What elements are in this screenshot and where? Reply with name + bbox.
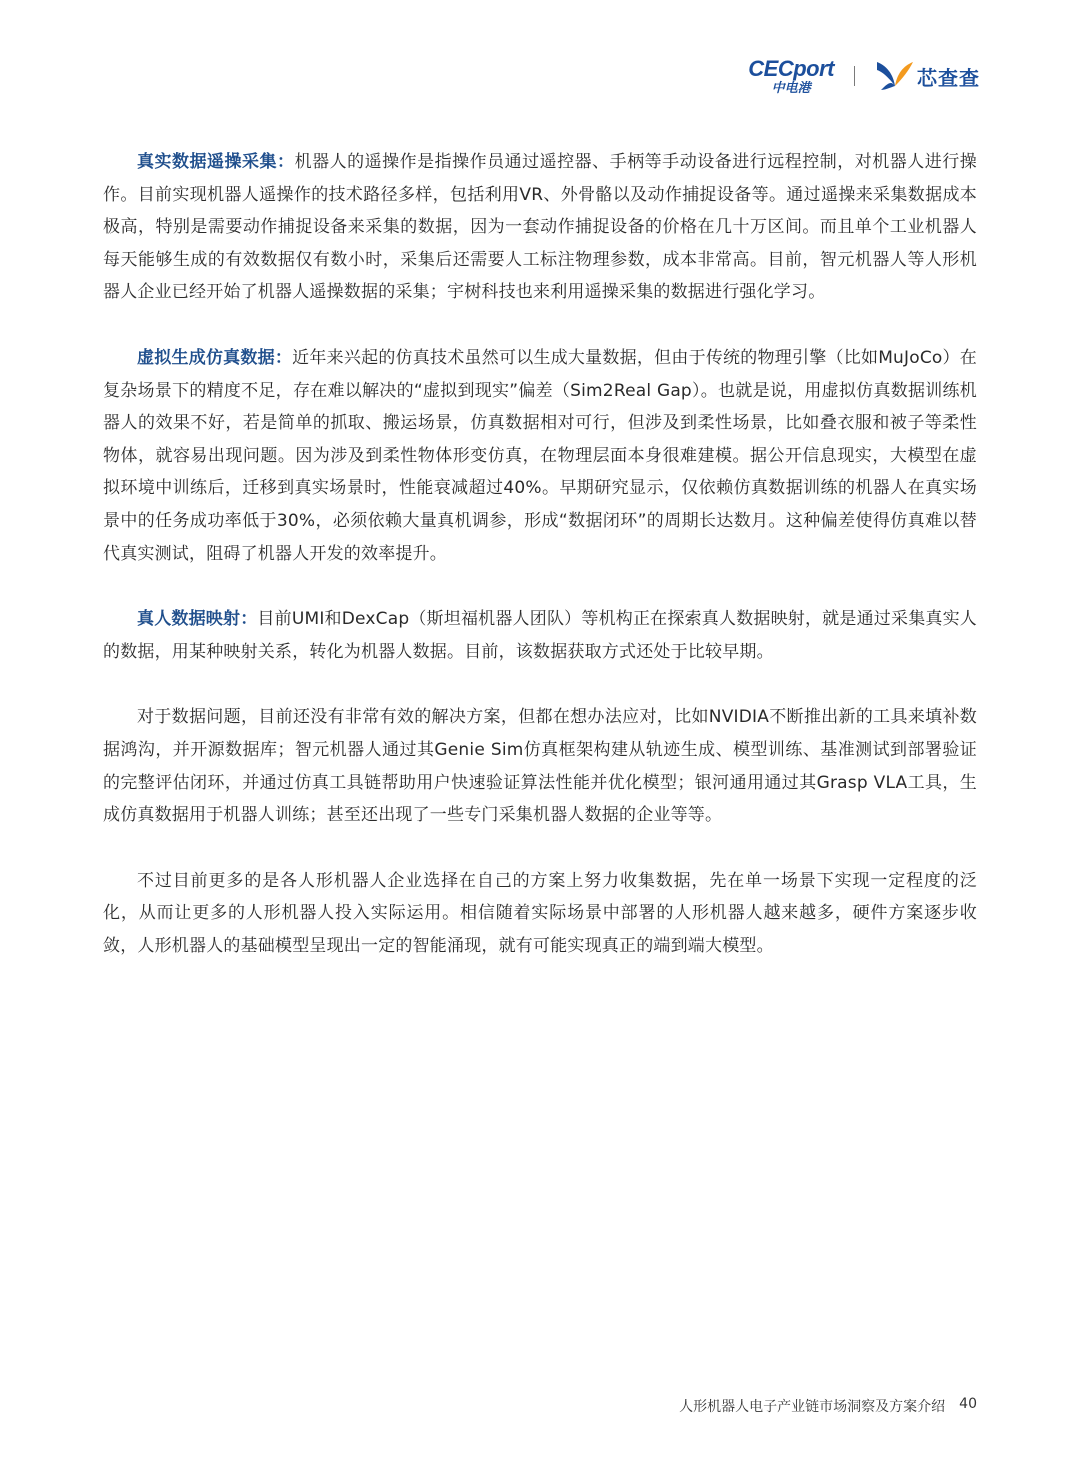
logo-divider — [854, 66, 855, 86]
paragraph-teleoperation — [103, 146, 977, 309]
article-body — [103, 146, 977, 995]
paragraph-outlook — [103, 865, 977, 963]
xinchacha-mark-icon — [873, 56, 915, 96]
cecport-logo-cn: 中电港 — [771, 80, 811, 96]
paragraph-lead: 虚拟生成仿真数据： — [137, 347, 293, 368]
cecport-logo — [748, 55, 834, 96]
page-header — [748, 48, 980, 104]
xinchacha-logo — [873, 56, 980, 96]
page-footer — [679, 1396, 977, 1416]
paragraph-simulation — [103, 342, 977, 570]
paragraph-text: 近年来兴起的仿真技术虽然可以生成大量数据，但由于传统的物理引擎（比如MuJoCo）在复杂场景下的精度不足，存在难以解决的“虚拟到现实”偏差（Sim2Real Gap）。也就是说，用虚拟仿真数据训练机器人的效果不好，若是简单的抓取、搬运场景，仿真数据相对可行，但涉及到柔性场景，比如叠衣服和被子等柔性物体，就容易出现问题。因为涉及到柔性物体形变仿真，在物理层面本身很难建模。据公开信息现实，大模型在虚拟环境中训练后，迁移到真实场景时，性能衰减超过40%。早期研究显示，仅依赖仿真数据训练的机器人在真实场景中的任务成功率低于30%，必须依赖大量真机调参，形成“数据闭环”的周期长达数月。这种偏差使得仿真难以替代真实测试，阻碍了机器人开发的效率提升。 — [103, 347, 977, 564]
paragraph-text: 机器人的遥操作是指操作员通过遥控器、手柄等手动设备进行远程控制，对机器人进行操作。目前实现机器人遥操作的技术路径多样，包括利用VR、外骨骼以及动作捕捉设备等。通过遥操来采集数据成本极高，特别是需要动作捕捉设备来采集的数据，因为一套动作捕捉设备的价格在几十万区间。而且单个工业机器人每天能够生成的有效数据仅有数小时，采集后还需要人工标注物理参数，成本非常高。目前，智元机器人等人形机器人企业已经开始了机器人遥操数据的采集；宇树科技也来利用遥操采集的数据进行强化学习。 — [103, 152, 977, 303]
paragraph-lead: 真实数据遥操采集： — [137, 152, 295, 172]
paragraph-human-mapping — [103, 603, 977, 668]
paragraph-text: 不过目前更多的是各人形机器人企业选择在自己的方案上努力收集数据，先在单一场景下实现一定程度的泛化，从而让更多的人形机器人投入实际运用。相信随着实际场景中部署的人形机器人越来越多，硬件方案逐步收敛，人形机器人的基础模型呈现出一定的智能涌现，就有可能实现真正的端到端大模型。 — [103, 870, 977, 956]
page-number: 40 — [959, 1396, 977, 1412]
footer-title: 人形机器人电子产业链市场洞察及方案介绍 — [679, 1399, 946, 1415]
paragraph-text: 对于数据问题，目前还没有非常有效的解决方案，但都在想办法应对，比如NVIDIA不断推出新的工具来填补数据鸿沟，并开源数据库；智元机器人通过其Genie Sim仿真框架构建从轨迹生成、模型训练、基准测试到部署验证的完整评估闭环，并通过仿真工具链帮助用户快速验证算法性能并优化模型；银河通用通过其Grasp VLA工具，生成仿真数据用于机器人训练；甚至还出现了一些专门采集机器人数据的企业等等。 — [103, 707, 977, 826]
paragraph-solutions — [103, 701, 977, 831]
cecport-logo-en: CECport — [748, 55, 834, 81]
paragraph-lead: 真人数据映射： — [137, 609, 258, 630]
xinchacha-logo-text: 芯查查 — [917, 65, 980, 90]
paragraph-text: 目前UMI和DexCap（斯坦福机器人团队）等机构正在探索真人数据映射，就是通过采集真实人的数据，用某种映射关系，转化为机器人数据。目前，该数据获取方式还处于比较早期。 — [103, 609, 977, 662]
